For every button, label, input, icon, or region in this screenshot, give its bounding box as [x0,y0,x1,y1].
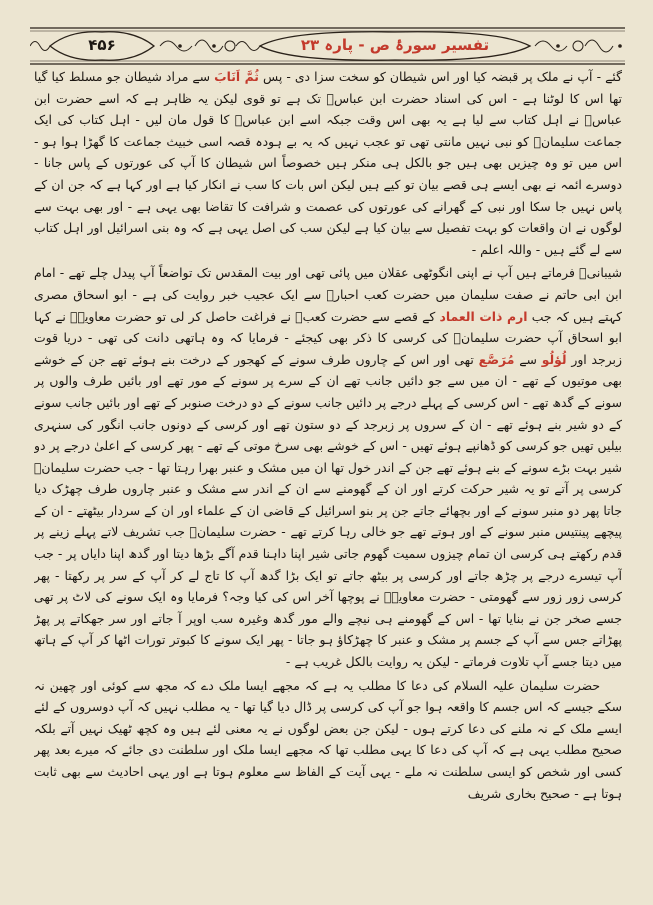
text-segment: کے قصے سے حضرت کعبؓ نے فراغت حاصل کر لی تو حضرت معاویہؓ نے کہا ابو اسحاق آپ حضرت سلیمانؑ کی کرسی کا ذکر بھی کیجئے - فرمایا کہ وہ ہاتھی دانت کی تھی - دریا قوت زبرجد اور [34,308,622,367]
quranic-phrase: ثُمَّ اَنَابَ [214,69,259,84]
text-segment: تھی اور اس کے چاروں طرف سونے کے کھجور کے درخت بنے ہوئے تھے جن کے خوشے بھی موتیوں کے تھے - ان میں سے جو دائیں جانب تھے ان کے سرے پر سونے کے مور تھے اور بائیں طرف والوں پر سونے کے گدھ تھے - اس کرسی کے پہلے درجے پر دائیں جانب سونے کے دو درخت صنوبر کے تھے اور بائیں جانب سونے کے دو شیر بنے ہوئے تھے - ان کے سروں پر زبرجد کے دو ستون تھے اور کرسی کے دونوں جانب انگور کی سنہری بیلیں تھیں جو کرسی کو ڈھانپے ہوئے تھیں - اس کے خوشے بھی سرخ موتی کے تھے - پھر کرسی کے اعلیٰ درجے پر دو شیر بہت بڑے سونے کے بنے ہوئے تھے جن کے اندر خول تھا ان میں مشک و عنبر بھرا رہتا تھا - جب حضرت سلیمانؑ کرسی پر آتے تو یہ شیر حرکت کرتے اور ان کے گھومنے سے ان کے اندر سے مشک و عنبر چاروں طرف چھڑک دیا جاتا پھر دو منبر سونے کے اور بچھائے جاتے جن پر بنو اسرائیل کے قاضی ان کے علماء اور ان کے سردار بیٹھتے - ان کے پیچھے پینتیس منبر سونے کے اور ہوتے تھے جو خالی رہا کرتے تھے - حضرت سلیمانؑ جب تشریف لاتے پہلے زینے پر قدم رکھتے ہی کرسی ان تمام چیزوں سمیت گھوم جاتی شیر اپنا داہنا قدم آگے بڑھا دیتا اور گدھ اپنا دایاں پر - جب آپ تیسرے درجے پر چڑھ جاتے اور کرسی پر بیٹھ جاتے تو ایک بڑا گدھ آپ کا تاج لے کر آپ کے سر پر رکھتا - پھر کرسی زور زور سے گھومتی - حضرت معاویہؓ نے پوچھا آخر اس کی کیا وجہ؟ فرمایا وہ ایک سونے کی لاٹ پر تھی جسے صخر جن نے بنایا تھا - اس کے گھومنے ہی نیچے والے مور گدھ وغیرہ سب اوپر آ جاتے اور سر جھکاتے پر پھڑ پھڑاتے جس سے آپ کے جسم پر مشک و عنبر کا چھڑکاؤ ہو جاتا - پھر ایک سونے کا کبوتر تورات اٹھا کر آپ کے ہاتھ میں دیتا جسے آپ تلاوت فرماتے - لیکن یہ روایت بالکل غریب ہے - [34,351,622,670]
quranic-phrase: مُرَصَّع [478,351,515,367]
text-segment: سے مراد شیطان جو مسلط کیا گیا تھا اس کا لوٹنا ہے - اس کی اسناد حضرت ابن عباسؓ تک ہے تو قوی لیکن یہ ظاہر ہے کہ اسے حضرت ابن عباسؓ نے اہل کتاب سے لیا ہے یہ بھی اس وقت جبکہ اسے ابن عباسؓ کا قول مان لیں - اہل کتاب کی ایک جماعت سلیمانؑ کو نبی نہیں مانتی تھی تو عجب نہیں کہ یہ بے ہودہ قصہ اسی خبیث جماعت کا گھڑا ہوا ہو - اس میں تو وہ چیزیں بھی ہیں جو بالکل ہی منکر ہیں خصوصاً اس شیطان کا آپ کی عورتوں کے پاس جانا - دوسرے ائمہ نے بھی ایسے ہی قصے بیان تو کیے ہیں لیکن اس بات کا سب نے انکار کیا ہے اور کہا ہے کہ جن ان کے پاس نہیں جا سکا اور نبی کے گھرانے کی عورتوں کی عصمت و شرافت کا تقاضا بھی یہی ہے - اور بھی بہت سے لوگوں نے ان واقعات کو بہت تفصیل سے بیان کیا ہے لیکن سب کی اصل یہی ہے کہ وہ بنی اسرائیل اور اہل کتاب سے لے گئے ہیں - واللہ اعلم - [34,69,622,257]
text-segment: گئے - آپ نے ملک پر قبضہ کیا اور اس شیطان کو سخت سزا دی - پس [258,69,622,84]
page-header [30,26,625,66]
running-title: تفسیر سورۂ ص - پارہ ۲۳ [300,36,490,54]
paragraph-1 [34,66,622,260]
text-segment: شیبانیؒ فرماتے ہیں آپ نے اپنی انگوٹھی عقلان میں پائی تھی اور بیت المقدس تک تواضعاً آپ پیدل چلے تھے - امام ابن ابی حاتم نے صفت سلیمان میں حضرت کعب احبارؓ سے ایک عجیب خبر روایت کی ہے - ابو اسحاق مصری کہتے ہیں کہ جب [34,265,622,324]
paragraph-3 [34,675,622,805]
page-number: ۴۵۶ [88,36,116,54]
quranic-phrase: ارم ذات العماد [439,308,528,324]
quranic-phrase: لُؤلُو [541,351,567,367]
body-text [34,66,622,888]
text-segment: حضرت سلیمان علیہ السلام کی دعا کا مطلب یہ ہے کہ مجھے ایسا ملک دے کہ مجھ سے کوئی اور چھین نہ سکے جیسے کہ اس جسم کا واقعہ ہوا جو آپ کی کرسی پر ڈال دیا گیا تھا - یہ مطلب نہیں کہ آپ دوسروں کے لئے ایسے ملک کے نہ ملنے کی دعا کرتے ہوں - لیکن جن بعض لوگوں نے یہ معنی لئے ہیں وہ کچھ ٹھیک نہیں آتے بلکہ صحیح مطلب یہی ہے کہ آپ کی دعا کا یہی مطلب تھا کہ مجھے ایسا ملک اور سلطنت دی جائے کہ میرے بعد پھر کسی اور شخص کو ایسی سلطنت نہ ملے - یہی آیت کے الفاظ سے معلوم ہوتا ہے اور یہی احادیث سے بھی ثابت ہوتا ہے - صحیح بخاری شریف [34,677,622,801]
text-segment: سے [514,351,542,367]
paragraph-2 [34,262,622,672]
